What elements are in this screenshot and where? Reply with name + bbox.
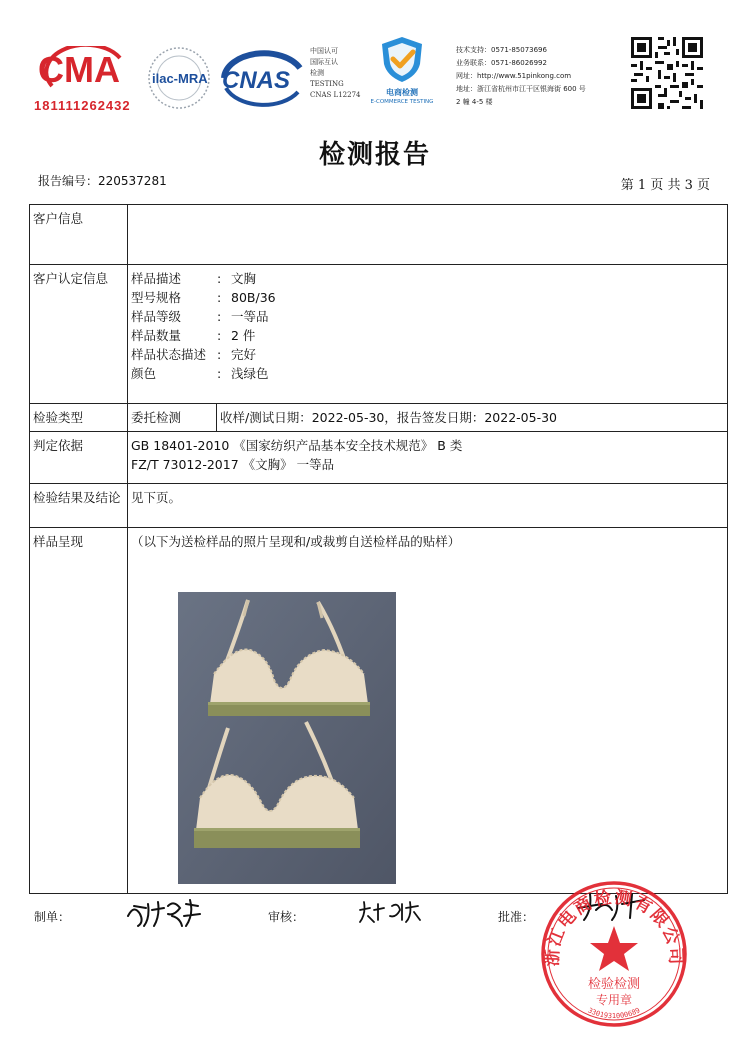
made-by-signature	[124, 896, 204, 934]
field-value: 2 件	[231, 328, 256, 343]
table-row	[30, 265, 728, 404]
cnas-cert-text	[310, 46, 360, 101]
review-label: 审核：	[268, 910, 305, 924]
report-number: 报告编号：220537281	[38, 174, 167, 188]
field-key: 颜色	[131, 366, 157, 381]
basis-line: FZ/T 73012-2017 《文胸》 一等品	[131, 457, 335, 472]
sample-fields	[128, 265, 728, 404]
table-row	[30, 205, 728, 265]
field-key: 样品状态描述	[131, 347, 207, 362]
ilac-mra-logo	[146, 46, 212, 110]
cma-number: 181111262432	[34, 98, 131, 113]
test-type-value: 委托检测	[128, 404, 217, 432]
field-value: 一等品	[231, 309, 269, 324]
cert-line: 国际互认	[310, 58, 338, 66]
seal-text: 浙江电商检测有限公司	[542, 887, 686, 967]
star-icon	[590, 926, 638, 971]
field-state: 样品状态描述 : 完好	[131, 347, 257, 362]
svg-text:CNAS: CNAS	[222, 67, 291, 94]
field-value: 80B/36	[231, 290, 276, 305]
field-color: 颜色 : 浅绿色	[131, 366, 269, 381]
result-value: 见下页。	[128, 484, 728, 528]
website: 网址：http://www.51pinkong.com	[456, 72, 572, 80]
client-confirm-label: 客户认定信息	[30, 265, 128, 404]
cert-line: 中国认可	[310, 47, 338, 55]
made-by-label: 制单：	[34, 910, 71, 924]
sample-cell	[128, 528, 728, 894]
field-sample-desc: 样品描述 : 文胸	[131, 271, 257, 286]
review-signature	[356, 898, 426, 932]
ecommerce-testing-logo	[362, 34, 442, 110]
svg-text:ilac-MRA: ilac-MRA	[152, 71, 208, 86]
table-row	[30, 404, 728, 432]
ecommerce-sub: E-COMMERCE TESTING	[370, 99, 434, 105]
result-label: 检验结果及结论	[30, 484, 128, 528]
table-row	[30, 528, 728, 894]
cert-line: TESTING	[310, 80, 344, 88]
field-key: 型号规格	[131, 290, 182, 305]
sample-note: （以下为送检样品的照片呈现和/或裁剪自送检样品的贴样）	[131, 534, 461, 549]
page-info: 第 1 页 共 3 页	[620, 178, 710, 193]
field-value: 文胸	[231, 271, 257, 286]
field-value: 浅绿色	[231, 366, 269, 381]
table-row	[30, 484, 728, 528]
basis-value	[128, 432, 728, 484]
shield-check-icon	[377, 34, 427, 84]
client-info-value	[128, 205, 728, 265]
field-model: 型号规格 : 80B/36	[131, 290, 276, 305]
seal-number: 3301931000689	[586, 1006, 642, 1021]
qr-code-icon	[628, 34, 706, 112]
address: 地址：浙江省杭州市江干区银海街 600 号	[456, 85, 586, 93]
company-seal	[540, 880, 688, 1028]
sample-label: 样品呈现	[30, 528, 128, 894]
contact-block	[456, 44, 616, 109]
report-title: 检测报告	[318, 140, 431, 170]
cnas-logo	[218, 48, 306, 108]
field-key: 样品等级	[131, 309, 182, 324]
approve-label: 批准：	[498, 910, 535, 924]
cma-logo	[34, 46, 138, 113]
business-contact: 业务联系：0571-86026992	[456, 59, 547, 67]
basis-line: GB 18401-2010 《国家纺织产品基本安全技术规范》 B 类	[131, 438, 463, 453]
report-table	[29, 204, 728, 894]
client-info-label: 客户信息	[30, 205, 128, 265]
svg-text:3301931000689	[587, 1006, 642, 1020]
seal-center-2: 专用章	[595, 993, 633, 1007]
table-row	[30, 432, 728, 484]
test-dates: 收样/测试日期：2022-05-30，报告签发日期：2022-05-30	[217, 404, 728, 432]
cert-line: 检测	[310, 69, 324, 77]
cert-line: CNAS L12274	[310, 91, 361, 99]
test-type-label: 检验类型	[30, 404, 128, 432]
seal-center-1: 检验检测	[587, 977, 641, 992]
address-line2: 2 幢 4-5 楼	[456, 98, 493, 106]
field-key: 样品数量	[131, 328, 182, 343]
svg-text:CMA: CMA	[38, 49, 120, 90]
sample-photo	[178, 592, 396, 884]
field-key: 样品描述	[131, 271, 182, 286]
basis-label: 判定依据	[30, 432, 128, 484]
field-grade: 样品等级 : 一等品	[131, 309, 269, 324]
field-value: 完好	[231, 347, 257, 362]
field-quantity: 样品数量 : 2 件	[131, 328, 256, 343]
tech-support: 技术支持：0571-85073696	[456, 46, 547, 54]
ecommerce-title: 电商检测	[386, 88, 418, 97]
